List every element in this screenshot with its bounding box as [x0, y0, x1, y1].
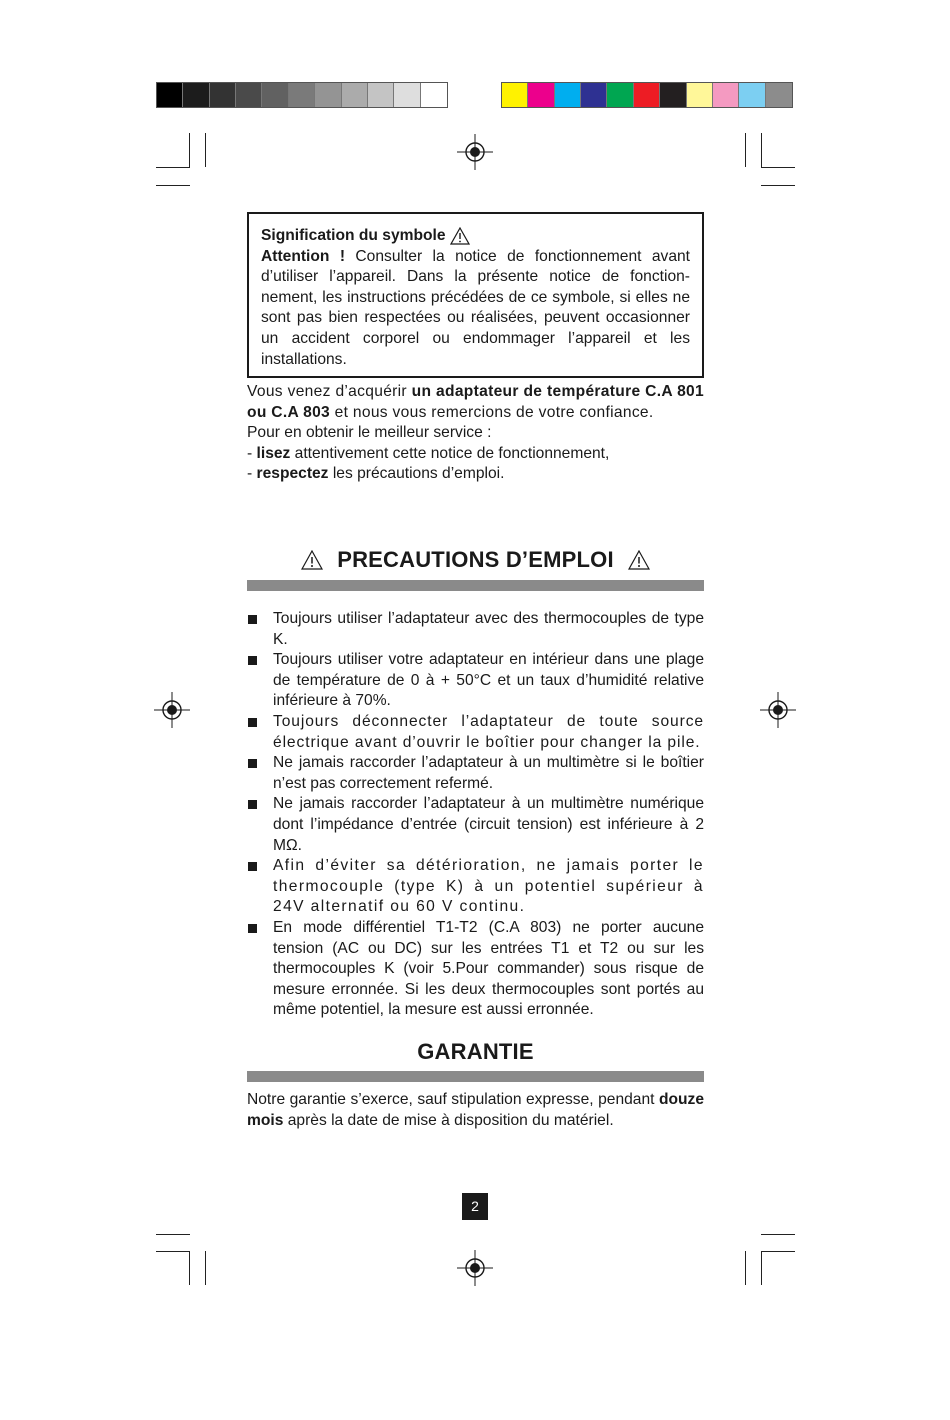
- grayscale-calibration-strip: [156, 82, 448, 108]
- color-swatch: [713, 83, 739, 107]
- square-bullet-icon: [248, 862, 257, 871]
- section-rule: [247, 1071, 704, 1082]
- intro-paragraph: [247, 382, 704, 423]
- gray-swatch: [210, 83, 236, 107]
- square-bullet-icon: [248, 615, 257, 624]
- garantie-paragraph: [247, 1090, 704, 1131]
- color-calibration-strip: [501, 82, 793, 108]
- crop-mark: [189, 1251, 190, 1285]
- intro-list-item: [247, 444, 704, 465]
- gray-swatch: [157, 83, 183, 107]
- intro-text: et nous vous remercions de votre confiance.: [330, 403, 654, 421]
- square-bullet-icon: [248, 718, 257, 727]
- registration-mark-icon: [154, 692, 190, 728]
- square-bullet-icon: [248, 656, 257, 665]
- crop-mark: [761, 133, 762, 167]
- dash: -: [247, 444, 257, 462]
- intro-text: les précautions d’emploi.: [328, 465, 505, 482]
- gray-swatch: [394, 83, 420, 107]
- registration-mark-icon: [760, 692, 796, 728]
- list-item: [247, 753, 704, 794]
- registration-mark-icon: [457, 1250, 493, 1286]
- warning-symbol-box: [247, 212, 704, 378]
- precaution-text: Toujours utiliser l’adaptateur avec des thermocouples de type K.: [273, 610, 704, 648]
- gray-swatch: [315, 83, 341, 107]
- intro-list-item: [247, 464, 704, 485]
- color-swatch: [739, 83, 765, 107]
- color-swatch: [555, 83, 581, 107]
- list-item: [247, 609, 704, 650]
- warning-triangle-icon: [628, 550, 650, 570]
- crop-mark: [156, 167, 190, 168]
- precaution-text: Afin d’éviter sa détérioration, ne jamais porter le thermocouple (type K) à un potentiel supérieur à 24V alternatif ou 60 V continu.: [273, 857, 704, 916]
- precautions-heading: [247, 547, 704, 573]
- color-swatch: [766, 83, 792, 107]
- square-bullet-icon: [248, 800, 257, 809]
- registration-mark-icon: [457, 134, 493, 170]
- crop-mark: [156, 185, 190, 186]
- gray-swatch: [368, 83, 394, 107]
- warning-box-heading: [261, 226, 690, 247]
- precaution-text: Toujours utiliser votre adaptateur en intérieur dans une plage de température de 0 à + 50°C et un taux d’humidité relative inférieure à 70%.: [273, 651, 704, 710]
- color-swatch: [581, 83, 607, 107]
- garantie-text: Notre garantie s’exerce, sauf stipulation expresse, pendant: [247, 1091, 659, 1108]
- attention-label: Attention !: [261, 247, 346, 265]
- dash: -: [247, 465, 257, 482]
- crop-mark: [205, 133, 206, 167]
- square-bullet-icon: [248, 759, 257, 768]
- crop-mark: [761, 1234, 795, 1235]
- warning-triangle-icon: [450, 227, 470, 245]
- precautions-title: PRECAUTIONS D’EMPLOI: [337, 547, 614, 572]
- gray-swatch: [262, 83, 288, 107]
- crop-mark: [761, 167, 795, 168]
- precaution-text: Ne jamais raccorder l’adaptateur à un multimètre si le boîtier n’est pas correctement refermé.: [273, 754, 704, 792]
- gray-swatch: [236, 83, 262, 107]
- garantie-title: GARANTIE: [417, 1039, 534, 1064]
- precaution-text: Toujours déconnecter l’adaptateur de toute source électrique avant d’ouvrir le boîtier pour changer la pile.: [273, 712, 704, 751]
- intro-text: attentivement cette notice de fonctionnement,: [290, 444, 610, 462]
- list-item: [247, 856, 704, 918]
- crop-mark: [761, 1251, 795, 1252]
- crop-mark: [189, 133, 190, 167]
- color-swatch: [528, 83, 554, 107]
- color-swatch: [660, 83, 686, 107]
- warning-box-title: Signification du symbole: [261, 227, 446, 244]
- warning-box-body: [261, 247, 690, 371]
- gray-swatch: [342, 83, 368, 107]
- bold-word: lisez: [256, 444, 291, 462]
- color-swatch: [687, 83, 713, 107]
- gray-swatch: [421, 83, 447, 107]
- gray-swatch: [289, 83, 315, 107]
- list-item: [247, 712, 704, 753]
- intro-section: [247, 382, 704, 485]
- crop-mark: [156, 1251, 190, 1252]
- crop-mark: [761, 1251, 762, 1285]
- color-swatch: [502, 83, 528, 107]
- crop-mark: [156, 1234, 190, 1235]
- color-swatch: [607, 83, 633, 107]
- product-name: un adaptateur de température C.A 801 ou C.A 803: [247, 383, 704, 421]
- warning-box-text: Consulter la notice de fonctionnement avant d’utiliser l’appareil. Dans la présente notice de fonctionnement, les instructions précédées de ce symbole, si elles ne sont pas bien respectées ou réalisées, peuvent occasionner un accident corporel ou endommager l’appareil et les installations.: [261, 247, 690, 368]
- crop-mark: [761, 185, 795, 186]
- gray-swatch: [183, 83, 209, 107]
- section-rule: [247, 580, 704, 591]
- intro-service-line: Pour en obtenir le meilleur service :: [247, 424, 492, 441]
- list-item: [247, 794, 704, 856]
- crop-mark: [745, 1251, 746, 1285]
- page-number: 2: [462, 1193, 488, 1220]
- bold-word: respectez: [256, 465, 329, 482]
- crop-mark: [205, 1251, 206, 1285]
- precautions-list: [247, 609, 704, 1021]
- garantie-duration: douze mois: [247, 1091, 704, 1129]
- garantie-heading: [247, 1039, 704, 1065]
- precaution-text: Ne jamais raccorder l’adaptateur à un multimètre numérique dont l’impédance d’entrée (circuit tension) est inférieure à 2 MΩ.: [273, 795, 704, 854]
- warning-triangle-icon: [301, 550, 323, 570]
- garantie-text: après la date de mise à disposition du matériel.: [283, 1111, 614, 1129]
- precaution-text: En mode différentiel T1-T2 (C.A 803) ne porter aucune tension (AC ou DC) sur les entrées T1 et T2 ou sur les thermocouples K (voir 5.Pour commander) sous risque de mesure erronnée. Si les deux thermocouples sont portés au même potentiel, la mesure est aussi erronnée.: [273, 918, 704, 1019]
- square-bullet-icon: [248, 924, 257, 933]
- crop-mark: [745, 133, 746, 167]
- intro-text: Vous venez d’acquérir: [247, 383, 412, 400]
- list-item: [247, 918, 704, 1021]
- list-item: [247, 650, 704, 712]
- color-swatch: [634, 83, 660, 107]
